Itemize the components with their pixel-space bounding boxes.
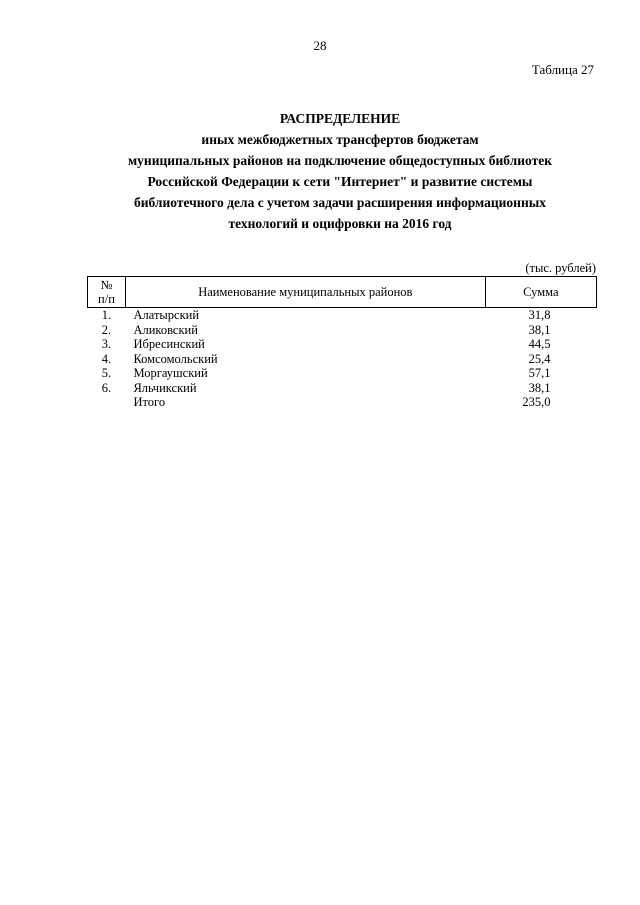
header-district-name: Наименование муниципальных районов — [125, 277, 485, 308]
row-district-name: Аликовский — [133, 322, 198, 337]
table-row — [88, 337, 597, 352]
row-number: 5. — [101, 366, 112, 380]
header-sum: Сумма — [485, 277, 596, 308]
row-district-name: Яльчикский — [133, 380, 197, 395]
row-sum: 31,8 — [528, 308, 551, 322]
row-sum: 38,1 — [528, 380, 551, 395]
title-line: библиотечного дела с учетом задачи расширения информационных — [133, 195, 547, 210]
row-sum: 57,1 — [528, 366, 551, 380]
title-line: технологий и оцифровки на 2016 год — [228, 216, 452, 231]
table-row — [88, 323, 597, 338]
row-total-label: Итого — [133, 395, 166, 409]
header-row — [88, 277, 597, 308]
row-total-sum: 235,0 — [522, 395, 551, 409]
distribution-table — [87, 276, 597, 410]
title-line: иных межбюджетных трансфертов бюджетам — [201, 132, 479, 147]
header-number-line2: п/п — [98, 292, 115, 306]
units-label: (тыс. рублей) — [525, 261, 596, 275]
header-number-line1: № — [100, 278, 113, 292]
table-row — [88, 381, 597, 396]
table-total-row — [88, 395, 597, 410]
distribution-table-container — [87, 276, 597, 410]
row-number: 6. — [101, 380, 112, 395]
row-sum: 38,1 — [528, 322, 551, 337]
row-district-name: Ибресинский — [133, 337, 205, 351]
table-body — [88, 308, 597, 410]
document-title — [60, 108, 620, 234]
title-line: муниципальных районов на подключение общедоступных библиотек — [127, 153, 553, 168]
row-number: 3. — [101, 337, 112, 351]
row-district-name: Алатырский — [133, 308, 200, 322]
row-sum: 44,5 — [528, 337, 551, 351]
table-row — [88, 366, 597, 381]
row-number: 2. — [101, 322, 112, 337]
table-header — [88, 277, 597, 308]
title-line: Российской Федерации к сети "Интернет" и развитие системы — [147, 174, 533, 189]
header-number — [88, 277, 126, 308]
title-line: РАСПРЕДЕЛЕНИЕ — [279, 111, 401, 126]
row-district-name: Комсомольский — [133, 351, 218, 366]
page-number: 28 — [313, 38, 327, 53]
row-number: 4. — [101, 351, 112, 366]
row-number — [88, 395, 126, 410]
row-sum: 25,4 — [528, 351, 551, 366]
table-number: Таблица 27 — [531, 62, 594, 77]
row-district-name: Моргаушский — [133, 366, 208, 380]
row-number: 1. — [101, 308, 112, 322]
table-row — [88, 308, 597, 323]
table-row — [88, 352, 597, 367]
